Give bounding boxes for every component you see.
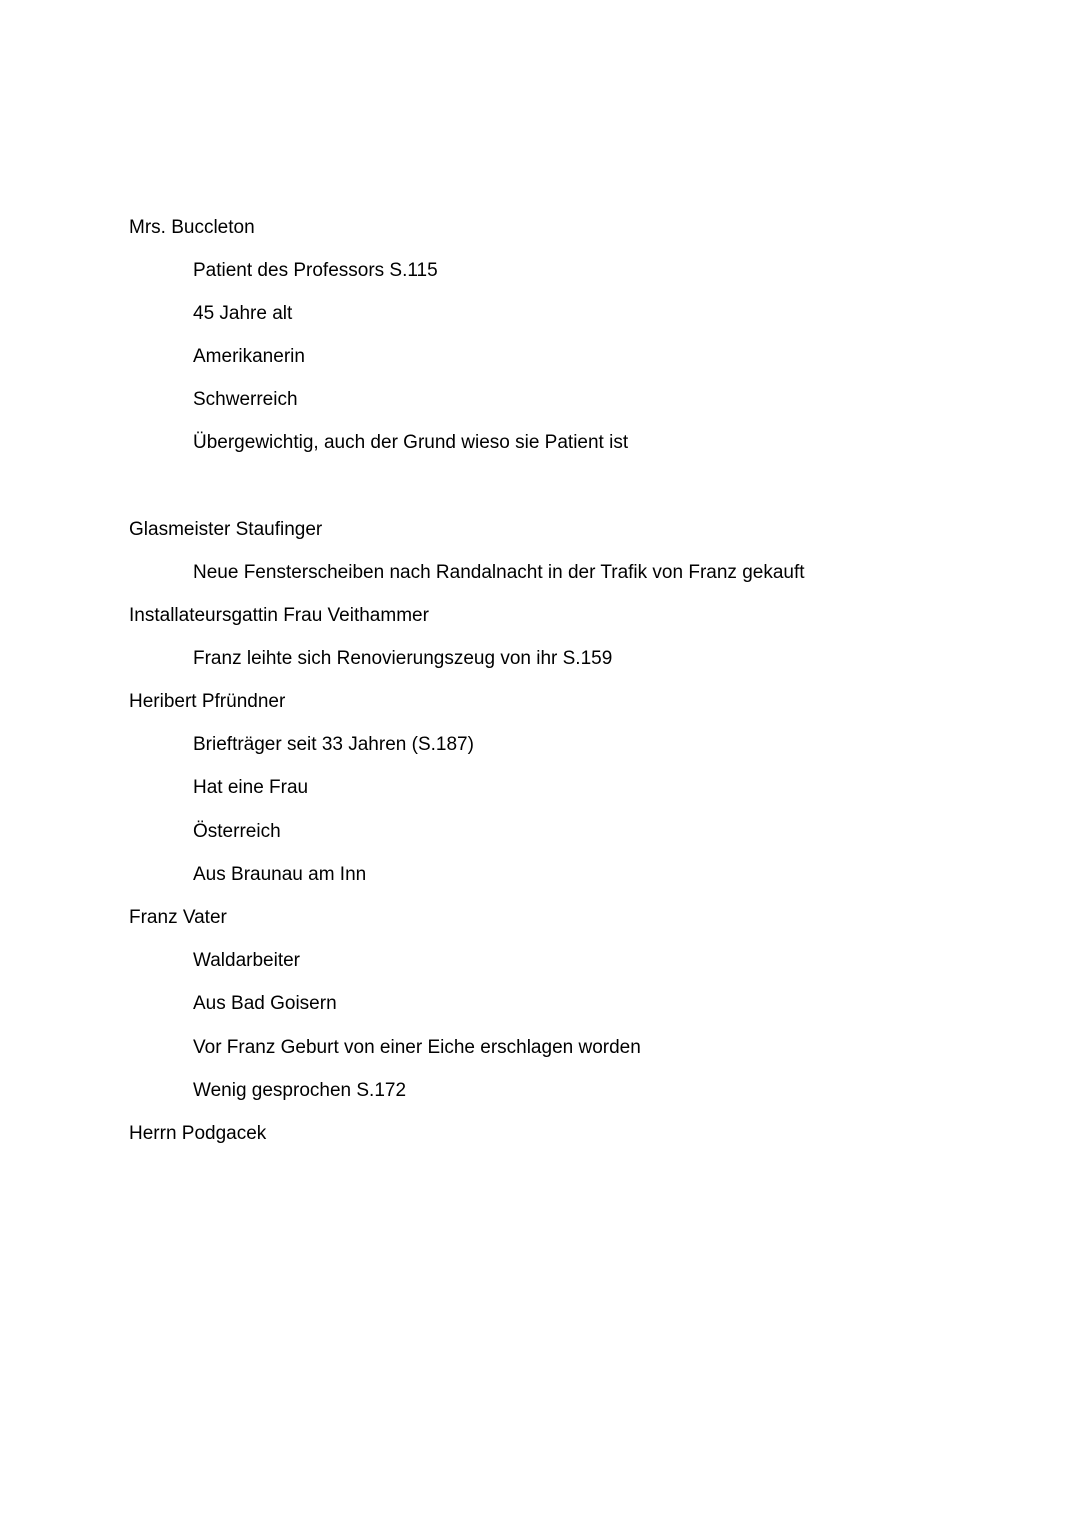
list-item: Österreich — [193, 821, 281, 842]
list-item: Schwerreich — [193, 389, 298, 410]
list-item: Aus Braunau am Inn — [193, 864, 367, 885]
list-item: Patient des Professors S.115 — [193, 260, 438, 281]
list-item: 45 Jahre alt — [193, 303, 293, 324]
section-heading: Mrs. Buccleton — [129, 217, 255, 238]
list-item: Franz leihte sich Renovierungszeug von ihr S.159 — [193, 648, 613, 669]
list-item: Aus Bad Goisern — [193, 993, 337, 1014]
list-item: Amerikanerin — [193, 346, 305, 367]
list-item: Hat eine Frau — [193, 777, 309, 798]
list-item: Briefträger seit 33 Jahren (S.187) — [193, 734, 474, 755]
section-heading: Glasmeister Staufinger — [129, 519, 323, 540]
section-heading: Herrn Podgacek — [129, 1123, 267, 1144]
list-item: Neue Fensterscheiben nach Randalnacht in der Trafik von Franz gekauft — [193, 562, 805, 583]
list-item: Vor Franz Geburt von einer Eiche erschlagen worden — [193, 1037, 641, 1058]
list-item: Übergewichtig, auch der Grund wieso sie Patient ist — [193, 432, 629, 453]
list-item: Wenig gesprochen S.172 — [193, 1080, 407, 1101]
section-heading: Heribert Pfründner — [129, 691, 286, 712]
section-heading: Franz Vater — [129, 907, 227, 928]
list-item: Waldarbeiter — [193, 950, 301, 971]
section-heading: Installateursgattin Frau Veithammer — [129, 605, 429, 626]
